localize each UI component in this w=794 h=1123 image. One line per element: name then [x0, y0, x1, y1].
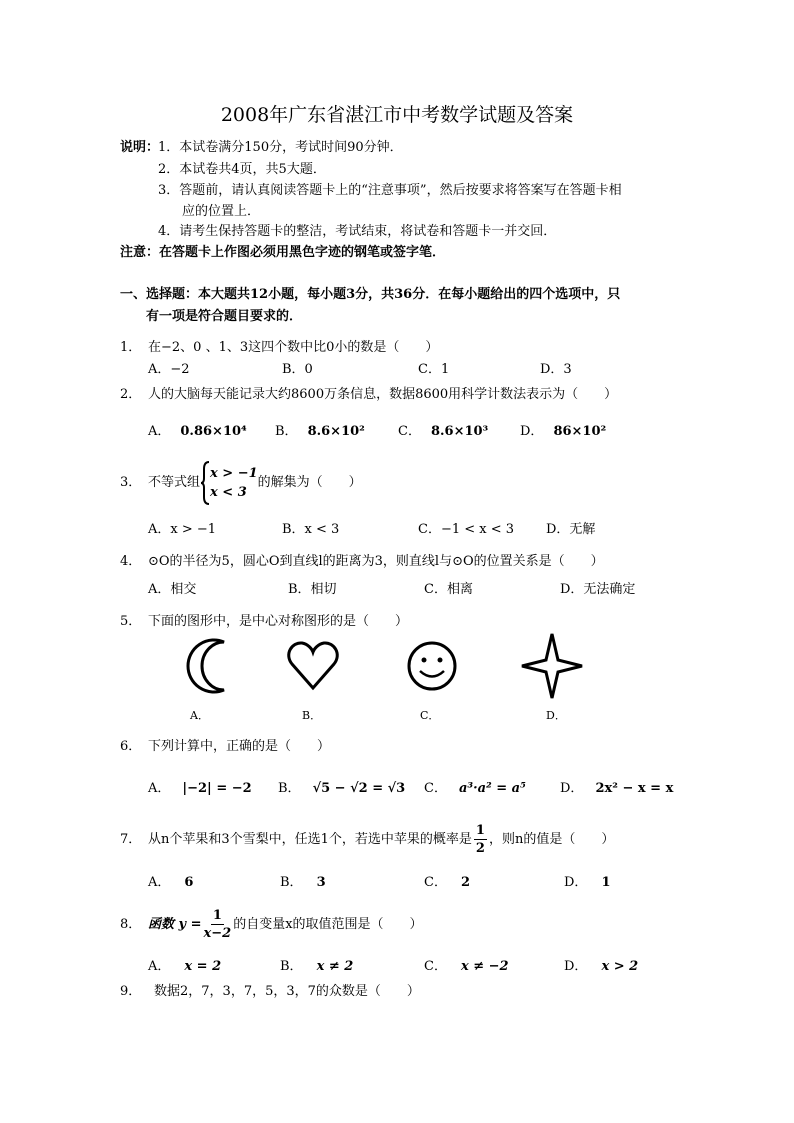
fraction	[474, 822, 487, 857]
option-letter: D．	[520, 424, 544, 439]
option-value: 0.86×10⁴	[180, 424, 247, 439]
option-letter: D．	[564, 875, 588, 890]
option-c	[424, 958, 509, 976]
option-letter: D．	[564, 959, 588, 974]
option-a	[148, 874, 193, 892]
stem-text: 的自变量x的取值范围是（ ）	[233, 917, 423, 932]
option-b	[280, 874, 326, 892]
option-letter: A．	[148, 875, 171, 890]
four-point-star-icon	[520, 632, 584, 700]
question-number: 7．	[120, 832, 142, 847]
question-number: 4．	[120, 554, 142, 569]
option-d	[560, 780, 673, 798]
option-d	[520, 423, 606, 441]
question-number: 8．	[120, 917, 142, 932]
figure-label-d: D．	[546, 709, 566, 722]
option-a: A．相交	[148, 582, 197, 597]
instruction-item: 4．请考生保持答题卡的整洁，考试结束，将试卷和答题卡一并交回．	[158, 224, 557, 239]
question-stem: 下列计算中，正确的是（ ）	[148, 739, 331, 754]
denominator: x−2	[203, 926, 232, 941]
numerator: 1	[475, 823, 485, 838]
option-a	[148, 958, 221, 976]
option-c	[398, 423, 488, 441]
option-value: 6	[184, 875, 194, 890]
question-number: 6．	[120, 739, 142, 754]
attention-note: 注意：在答题卡上作图必须用黑色字迹的钢笔或签字笔．	[120, 245, 446, 260]
instruction-item: 1．本试卷满分150分，考试时间90分钟．	[158, 140, 403, 155]
option-value: x = 2	[184, 959, 222, 974]
instruction-item: 2．本试卷共4页，共5大题．	[158, 162, 326, 177]
stem-text: 的解集为（ ）	[257, 475, 362, 490]
heart-icon	[286, 640, 340, 692]
option-value: √5 − √2 = √3	[312, 781, 406, 796]
question-stem: 在−2、0 、1、3这四个数中比0小的数是（ ）	[148, 340, 439, 355]
option-value: 86×10²	[553, 424, 607, 439]
smiley-face-icon	[406, 640, 458, 692]
inequality-system	[210, 464, 258, 502]
option-letter: B．	[278, 781, 301, 796]
question-stem	[148, 905, 423, 945]
option-value: 1	[601, 875, 611, 890]
option-b: B．x < 3	[282, 522, 340, 537]
option-letter: A．	[148, 959, 171, 974]
section-heading-cont: 有一项是符合题目要求的．	[146, 309, 303, 324]
numerator: 1	[212, 908, 222, 923]
page-title: 2008年广东省湛江市中考数学试题及答案	[220, 104, 574, 126]
option-value: |−2| = −2	[182, 781, 252, 796]
figure-label-b: B．	[302, 709, 322, 722]
option-value: x ≠ −2	[460, 959, 509, 974]
fraction	[204, 907, 232, 942]
option-letter: A．	[148, 424, 171, 439]
figure-label-c: C．	[420, 709, 440, 722]
option-a	[148, 780, 252, 798]
question-number: 2．	[120, 387, 142, 402]
option-c	[424, 874, 470, 892]
option-c: C．1	[418, 362, 450, 377]
option-a: A．−2	[148, 362, 190, 377]
figure-label-a: A．	[190, 709, 209, 722]
question-number: 5．	[120, 614, 142, 629]
option-d: D．无法确定	[560, 582, 636, 597]
option-value: 8.6×10²	[307, 424, 365, 439]
option-value: x > 2	[601, 959, 639, 974]
question-stem: ⊙O的半径为5，圆心O到直线l的距离为3，则直线l与⊙O的位置关系是（ ）	[148, 554, 604, 569]
option-letter: B．	[280, 959, 303, 974]
option-a	[148, 423, 247, 441]
option-c	[424, 780, 526, 798]
option-value: 3	[316, 875, 326, 890]
option-letter: A．	[148, 781, 171, 796]
option-letter: C．	[424, 781, 447, 796]
option-b	[278, 780, 405, 798]
option-d	[564, 874, 610, 892]
option-letter: B．	[275, 424, 298, 439]
stem-text: 函数 y =	[148, 917, 202, 932]
inequality: x > −1	[210, 465, 258, 481]
question-stem: 下面的图形中，是中心对称图形的是（ ）	[148, 614, 409, 629]
option-b: B．0	[282, 362, 313, 377]
instruction-item: 3．答题前，请认真阅读答题卡上的“注意事项”，然后按要求将答案写在答题卡相	[158, 183, 622, 198]
option-value: 2x² − x = x	[595, 781, 674, 796]
option-d	[564, 958, 638, 976]
option-letter: C．	[398, 424, 421, 439]
question-stem: 数据2，7，3，7，5，3，7的众数是（ ）	[154, 984, 420, 999]
option-d: D．3	[540, 362, 572, 377]
instructions-label: 说明：	[120, 140, 160, 155]
denominator: 2	[475, 841, 485, 856]
option-value: 8.6×10³	[430, 424, 489, 439]
option-value: 2	[460, 875, 470, 890]
question-stem	[148, 455, 362, 511]
option-b	[275, 423, 365, 441]
option-value: a³·a² = a⁵	[458, 781, 526, 796]
option-b	[280, 958, 353, 976]
instruction-item: 应的位置上．	[182, 204, 261, 219]
stem-text: ，则n的值是（ ）	[488, 832, 615, 847]
question-number: 1．	[120, 340, 142, 355]
option-b: B．相切	[288, 582, 337, 597]
inequality: x < 3	[210, 484, 247, 500]
question-number: 9．	[120, 984, 142, 999]
option-c: C．相离	[424, 582, 473, 597]
stem-text: 不等式组	[148, 475, 201, 490]
option-letter: D．	[560, 781, 584, 796]
section-heading: 一、选择题：本大题共12小题，每小题3分，共36分．在每小题给出的四个选项中，只	[120, 287, 621, 302]
option-letter: C．	[424, 959, 447, 974]
brace-icon	[200, 461, 210, 505]
question-stem: 人的大脑每天能记录大约8600万条信息，数据8600用科学计数法表示为（ ）	[148, 387, 618, 402]
crescent-moon-icon	[176, 638, 232, 694]
option-c: C．−1 < x < 3	[418, 522, 515, 537]
stem-text: 从n个苹果和3个雪梨中，任选1个，若选中苹果的概率是	[148, 832, 472, 847]
option-a: A．x > −1	[148, 522, 217, 537]
option-d: D．无解	[546, 522, 596, 537]
question-stem	[148, 821, 614, 859]
option-value: x ≠ 2	[316, 959, 354, 974]
option-letter: B．	[280, 875, 303, 890]
option-letter: C．	[424, 875, 447, 890]
question-number: 3．	[120, 475, 142, 490]
